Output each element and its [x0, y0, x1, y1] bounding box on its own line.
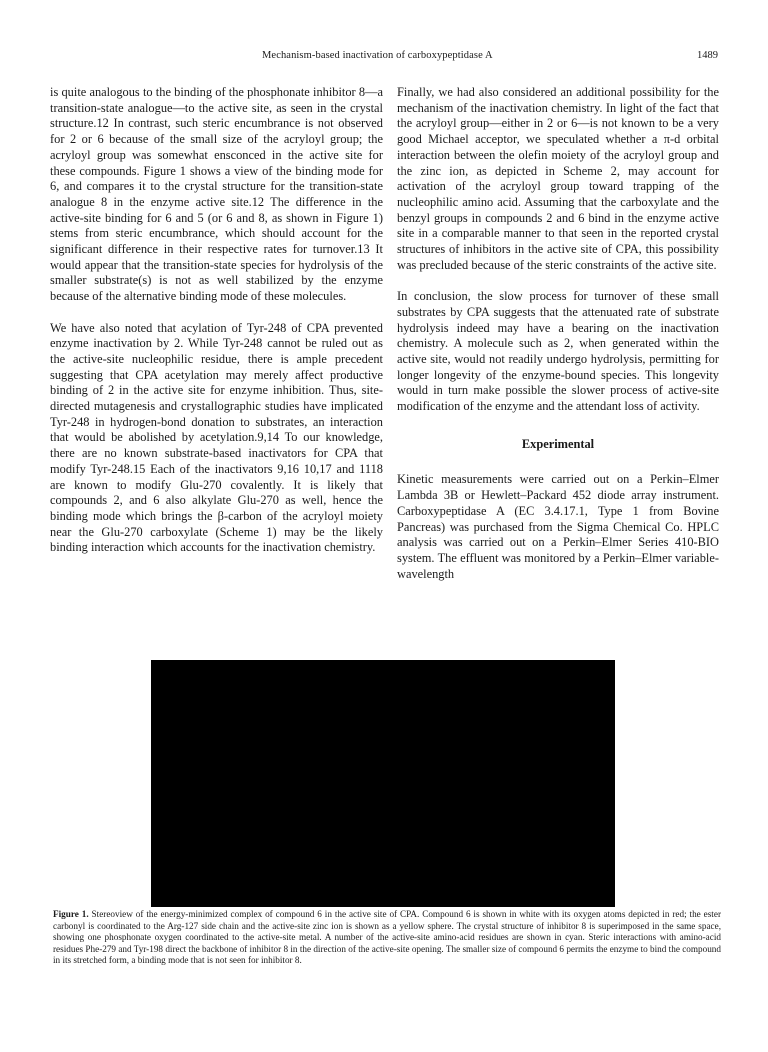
- page-number: 1489: [697, 50, 718, 61]
- paragraph: We have also noted that acylation of Tyr-248 of CPA prevented enzyme inactivation by 2. While Tyr-248 cannot be ruled out as the active-site nucleophilic residue, there is ample precedent suggesting that CPA acetylation may merely affect productive binding of 2 in the active site for enzyme inhibition. Thus, site-directed mutagenesis and crystallographic studies have implicated Tyr-248 in hydrogen-bond donation to substrates, an interaction that would be abolished by acetylation.9,14 To our knowledge, there are no known substrate-based inactivators for CPA that modify Tyr-248.15 Each of the inactivators 9,16 10,17 and 1118 are known to modify Glu-270 covalently. It is likely that compounds 2, and 6 also alkylate Glu-270 as well, hence the binding mode which brings the β-carbon of the acryloyl moiety near the Glu-270 carboxylate (Scheme 1) may be the likely binding interaction which accounts for the inactivation chemistry.: [50, 320, 383, 555]
- right-column: [397, 85, 719, 582]
- paragraph: Finally, we had also considered an additional possibility for the mechanism of the inactivation chemistry. In light of the fact that the acryloyl group—either in 2 or 6—is not known to be a very good Michael acceptor, we speculated whether a π-d orbital interaction between the olefin moiety of the acryloyl group and the zinc ion, as depicted in Scheme 2, may account for activation of the acryloyl group toward trapping of the nucleophilic amino acid. Assuming that the carboxylate and the benzyl groups in compounds 2 and 6 bind in the enzyme active site in a comparable manner to that seen in the reported crystal structures of inhibitors in the active site of CPA, this possibility was precluded because of the steric constraints of the active site.: [397, 85, 719, 272]
- figure-caption: [53, 909, 721, 967]
- paragraph: is quite analogous to the binding of the phosphonate inhibitor 8—a transition-state analogue—to the active site, as seen in the crystal structure.12 In contrast, such steric encumbrance is not observed for 2 or 6 because of the small size of the acryloyl group; the acryloyl group was somewhat ensconced in the active site for these compounds. Figure 1 shows a view of the binding mode for 6, and compares it to the crystal structure for the transition-state analogue 8 in the enzyme active site.12 The difference in the active-site binding for 6 and 5 (or 6 and 8, as shown in Figure 1) stems from steric encumbrance, which should account for the significant difference in their respective rates for turnover.13 It would appear that the transition-state species for hydrolysis of the smaller substrate(s) is not as well stabilized by the enzyme because of the alternative binding mode of these molecules.: [50, 85, 383, 304]
- left-column: [50, 85, 383, 556]
- running-title: Mechanism-based inactivation of carboxypeptidase A: [262, 50, 493, 61]
- running-head: [0, 50, 768, 70]
- figure-caption-text: Stereoview of the energy-minimized complex of compound 6 in the active site of CPA. Compound 6 is shown in white with its oxygen atoms depicted in red; the ester carbonyl is coordinated to the Arg-127 side chain and the active-site zinc ion is shown as a yellow sphere. The crystal structure of inhibitor 8 is superimposed in the same space, showing one phosphonate oxygen coordinated to the active-site metal. A number of the active-site amino-acid residues are shown in cyan. Steric interactions with amino-acid residues Phe-279 and Tyr-198 direct the backbone of inhibitor 8 in the direction of the active-site opening. The smaller size of compound 6 permits the enzyme to bind the compound in its stretched form, a binding mode that is not seen for inhibitor 8.: [53, 909, 721, 966]
- paragraph: Kinetic measurements were carried out on a Perkin–Elmer Lambda 3B or Hewlett–Packard 452 diode array instrument. Carboxypeptidase A (EC 3.4.17.1, Type 1 from Bovine Pancreas) was purchased from the Sigma Chemical Co. HPLC analysis was carried out on a Perkin–Elmer Series 410-BIO system. The effluent was monitored by a Perkin–Elmer variable-wavelength: [397, 472, 719, 581]
- section-heading: Experimental: [521, 436, 595, 451]
- figure-caption-label: Figure 1.: [53, 909, 89, 919]
- paragraph: In conclusion, the slow process for turnover of these small substrates by CPA suggests that the attenuated rate of substrate hydrolysis indeed may have a bearing on the inactivation chemistry. A molecule such as 2, when generated within the active site, would not readily undergo hydrolysis, permitting for longer longevity of the enzyme-bound species. This longevity would in turn make possible the slower process of active-site modification of the enzyme and the attendant loss of activity.: [397, 289, 719, 414]
- figure-stereoview-image: [151, 660, 615, 907]
